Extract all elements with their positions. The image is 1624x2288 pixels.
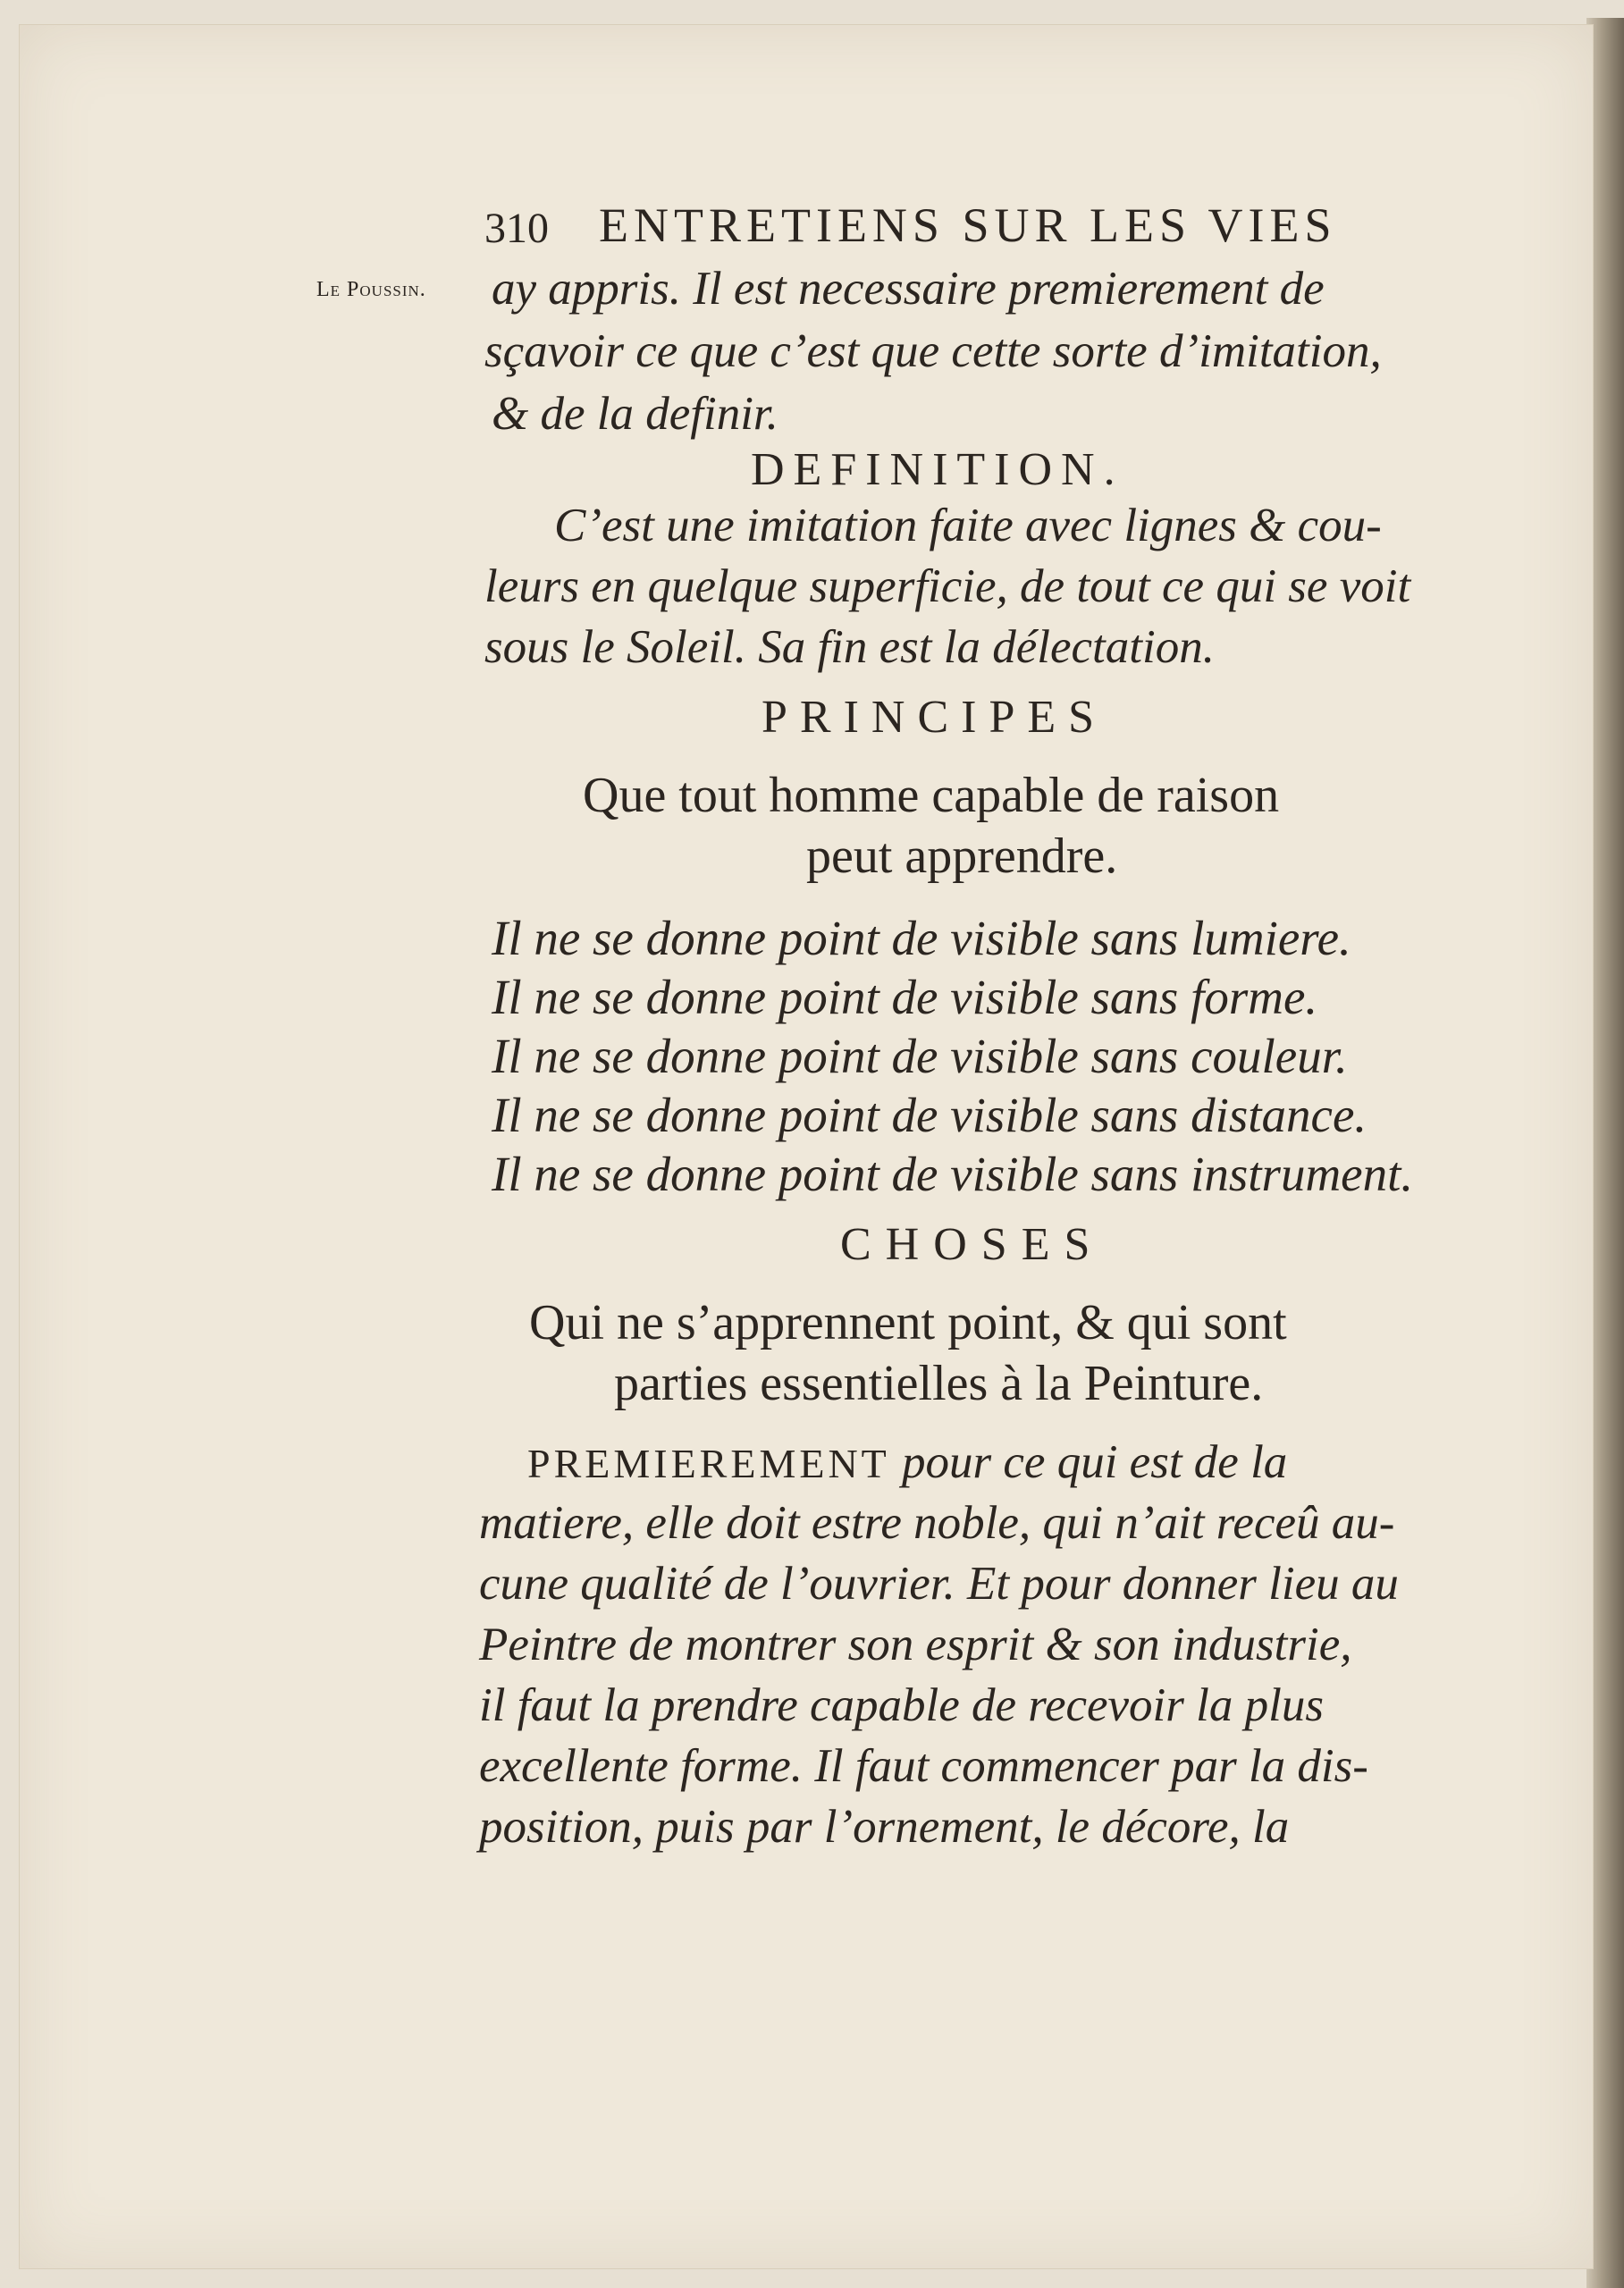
choses-subtitle-2: parties essentielles à la Peinture. [614,1356,1264,1411]
principle-item: Il ne se donne point de visible sans distance. [492,1088,1367,1142]
running-title: ENTRETIENS SUR LES VIES [599,198,1337,252]
book-page [20,25,1593,2268]
paragraph-first-word: PREMIEREMENT [527,1441,890,1486]
paragraph-line-1 [527,1435,1287,1489]
intro-line-1: ay appris. Il est necessaire premierement de [492,263,1325,315]
principes-subtitle-2: peut apprendre. [806,829,1118,884]
definition-heading: DEFINITION. [751,444,1124,495]
definition-line-2: leurs en quelque superficie, de tout ce qui se voit [484,560,1411,612]
principle-item: Il ne se donne point de visible sans instrument. [492,1147,1414,1201]
intro-line-2: sçavoir ce que c’est que cette sorte d’imitation, [484,325,1382,377]
paragraph-line-5: il faut la prendre capable de recevoir la plus [479,1679,1324,1731]
paragraph-line-4: Peintre de montrer son esprit & son industrie, [479,1619,1352,1670]
margin-note: Le Poussin. [316,278,426,301]
paragraph-line-6: excellente forme. Il faut commencer par la dis- [479,1740,1368,1792]
paragraph-line-3: cune qualité de l’ouvrier. Et pour donner lieu au [479,1558,1399,1610]
principle-item: Il ne se donne point de visible sans lumiere. [492,911,1351,965]
intro-line-3: & de la definir. [492,388,778,440]
definition-line-3: sous le Soleil. Sa fin est la délectation. [484,621,1215,673]
definition-line-1: C’est une imitation faite avec lignes & cou- [554,500,1382,551]
paragraph-line-1-rest: pour ce qui est de la [902,1436,1288,1488]
choses-heading: CHOSES [840,1219,1105,1270]
paragraph-line-7: position, puis par l’ornement, le décore, la [479,1801,1290,1853]
page-number: 310 [484,205,549,252]
choses-subtitle-1: Qui ne s’apprennent point, & qui sont [529,1295,1287,1350]
principes-heading: PRINCIPES [762,692,1107,743]
principle-item: Il ne se donne point de visible sans forme. [492,970,1318,1024]
paragraph-line-2: matiere, elle doit estre noble, qui n’ait receû au- [479,1497,1395,1549]
principle-item: Il ne se donne point de visible sans couleur. [492,1029,1348,1083]
principes-subtitle-1: Que tout homme capable de raison [583,768,1280,823]
